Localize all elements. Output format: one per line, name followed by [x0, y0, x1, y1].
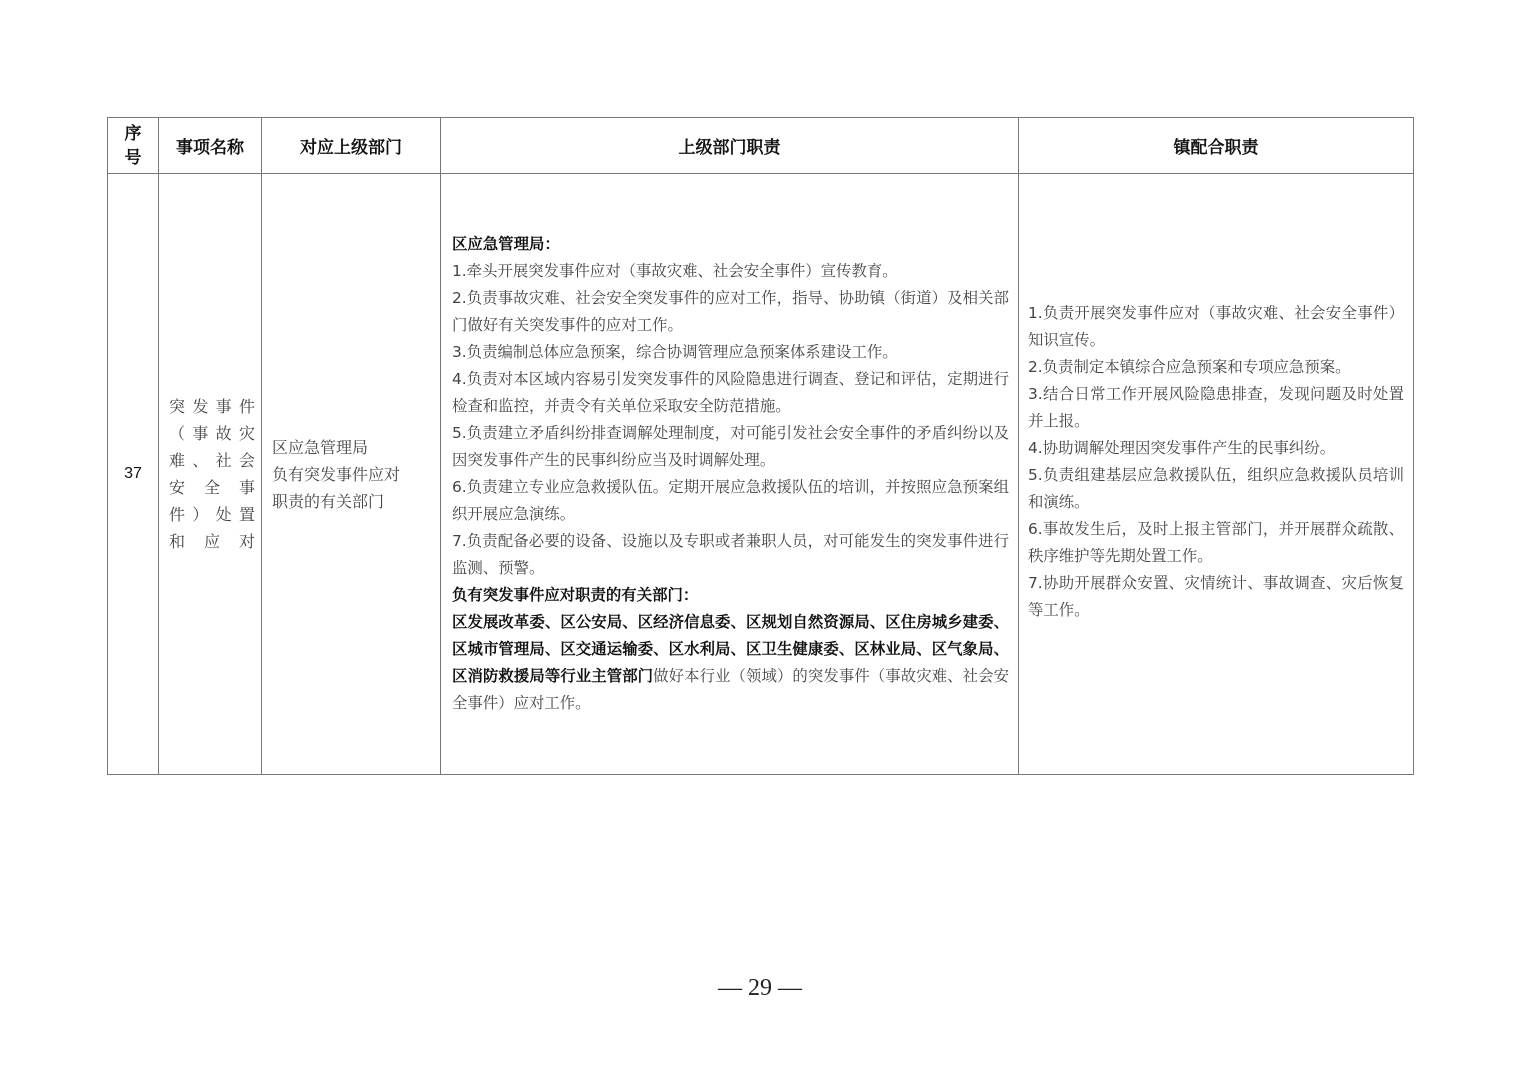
- header-upper-duty: 上级部门职责: [441, 118, 1019, 174]
- duty-item: 3.负责编制总体应急预案，综合协调管理应急预案体系建设工作。: [452, 343, 898, 361]
- row-number: 37: [108, 174, 159, 775]
- dept-line: 负有突发事件应对: [272, 464, 401, 484]
- item-line: 难、社会: [169, 451, 255, 470]
- header-upper-dept: 对应上级部门: [262, 118, 441, 174]
- dept-line: 职责的有关部门: [272, 491, 385, 511]
- header-row: [108, 118, 1414, 174]
- item-line: 和应对: [169, 532, 255, 551]
- responsibility-table: [107, 117, 1414, 775]
- duty-item: 5.负责建立矛盾纠纷排查调解处理制度，对可能引发社会安全事件的矛盾纠纷以及因突发事件产生的民事纠纷应当及时调解处理。: [452, 424, 1009, 469]
- upper-duty-cell: [441, 174, 1019, 775]
- dept-line: 区应急管理局: [272, 437, 369, 457]
- town-duty-item: 1.负责开展突发事件应对（事故灾难、社会安全事件）知识宣传。: [1028, 304, 1404, 349]
- duty-item: 6.负责建立专业应急救援队伍。定期开展应急救援队伍的培训，并按照应急预案组织开展应急演练。: [452, 478, 1009, 523]
- item-line: 件）处置: [169, 505, 255, 524]
- town-duty-cell: [1019, 174, 1414, 775]
- item-name-cell: [159, 174, 262, 775]
- upper-dept-cell: [262, 174, 441, 775]
- header-seq: [108, 118, 159, 174]
- header-item-name: 事项名称: [159, 118, 262, 174]
- town-duty-item: 5.负责组建基层应急救援队伍，组织应急救援队员培训和演练。: [1028, 466, 1404, 511]
- header-town-duty: 镇配合职责: [1019, 118, 1414, 174]
- duty-item: 2.负责事故灾难、社会安全突发事件的应对工作，指导、协助镇（街道）及相关部门做好有关突发事件的应对工作。: [452, 289, 1009, 334]
- item-line: 安全事: [169, 478, 255, 497]
- duty-item: 4.负责对本区域内容易引发突发事件的风险隐患进行调查、登记和评估，定期进行检查和监控，并责令有关单位采取安全防范措施。: [452, 370, 1009, 415]
- page-number: — 29 —: [718, 975, 802, 1001]
- duty-heading-emergency-bureau: 区应急管理局：: [452, 235, 560, 253]
- related-depts-list: 区发展改革委、区公安局、区经济信息委、区规划自然资源局、区住房城乡建委、区城市管理局、区交通运输委、区水利局、区卫生健康委、区林业局、区气象局、区消防救援局等行业主管部门: [452, 613, 1009, 685]
- duty-heading-related-depts: 负有突发事件应对职责的有关部门：: [452, 586, 699, 604]
- table-row: [108, 174, 1414, 775]
- town-duty-item: 3.结合日常工作开展风险隐患排查，发现问题及时处置并上报。: [1028, 385, 1404, 430]
- item-line: （事故灾: [169, 424, 255, 443]
- item-line: 突发事件: [169, 397, 255, 416]
- duty-item: 7.负责配备必要的设备、设施以及专职或者兼职人员，对可能发生的突发事件进行监测、预警。: [452, 532, 1009, 577]
- duty-item: 1.牵头开展突发事件应对（事故灾难、社会安全事件）宣传教育。: [452, 262, 898, 280]
- related-depts-paragraph: [452, 609, 1009, 717]
- header-seq-label: 序 号: [124, 123, 142, 168]
- town-duty-item: 7.协助开展群众安置、灾情统计、事故调查、灾后恢复等工作。: [1028, 574, 1404, 619]
- town-duty-item: 2.负责制定本镇综合应急预案和专项应急预案。: [1028, 358, 1351, 376]
- related-depts-duty: 做好本行业（领域）的突发事件（事故灾难、社会安全事件）应对工作。: [452, 667, 1009, 712]
- town-duty-item: 4.协助调解处理因突发事件产生的民事纠纷。: [1028, 439, 1336, 457]
- town-duty-item: 6.事故发生后，及时上报主管部门，并开展群众疏散、秩序维护等先期处置工作。: [1028, 520, 1404, 565]
